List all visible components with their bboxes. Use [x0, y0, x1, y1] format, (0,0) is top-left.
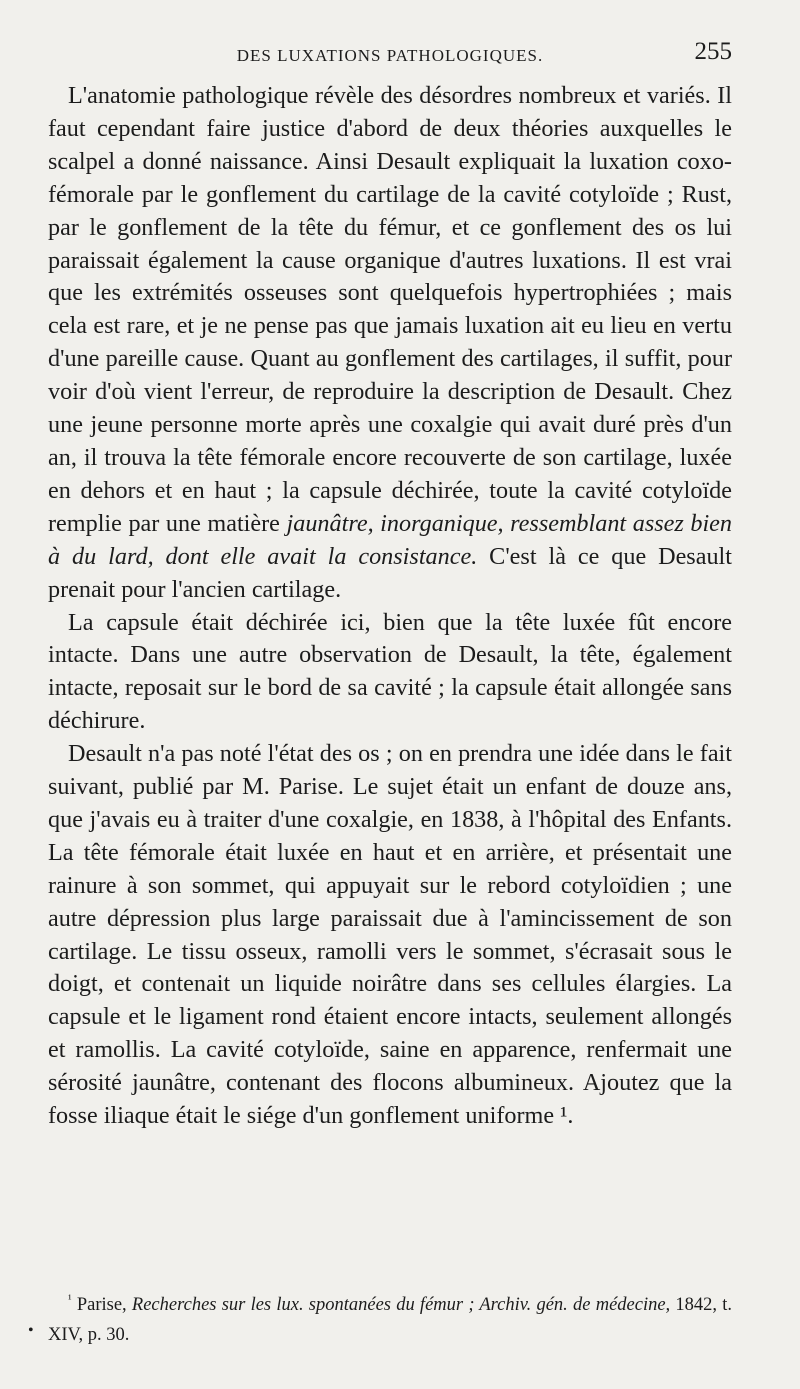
- text-run: 1842, t. XIV, p. 30.: [48, 1295, 733, 1345]
- text-run: Desault n'a pas noté l'état des os ; on en prendra une idée dans le fait suivant, publié par M. Parise. Le sujet était un enfant de douze ans, que j'avais eu à traiter d'une coxalgie, en 1838, à l'hôpital des Enfants. La tête fémorale était luxée en haut et en arrière, et présentait une rainure à son sommet, qui appuyait sur le rebord cotyloïdien ; une autre dépression plus large paraissait due à l'amincissement de son cartilage. Le tissu osseux, ramolli vers le sommet, s'écrasait sous le doigt, et contenait un liquide noirâtre dans ses cellules élargies. La capsule et le ligament rond étaient encore intacts, seulement allongés et ramollis. La cavité cotyloïde, saine en apparence, renfermait une sérosité jaunâtre, contenant des flocons albumineux. Ajoutez que la fosse iliaque était le siége d'un gonflement uniforme: [48, 740, 732, 1130]
- footnote: [48, 1290, 732, 1350]
- paragraph: [48, 607, 732, 739]
- paragraph: [48, 738, 732, 1133]
- text-run: La capsule était déchirée ici, bien que la tête luxée fût encore intacte. Dans une autre observation de Desault, la tête, également intacte, reposait sur le bord de sa cavité ; la capsule était allongée sans déchirure.: [48, 608, 732, 735]
- text-run: L'anatomie pathologique révèle des désordres nombreux et variés. Il faut cependant faire justice d'abord de deux théories auxquelles le scalpel a donné naissance. Ainsi Desault expliquait la luxation coxo-fémorale par le gonflement du cartilage de la cavité cotyloïde ; Rust, par le gonflement de la tête du fémur, et ce gonflement des os lui paraissait également la cause organique d'autres luxations. Il est vrai que les extrémités osseuses sont quelquefois hypertrophiées ; mais cela est rare, et je ne pense pas que jamais luxation ait eu lieu en vertu d'une pareille cause. Quant au gonflement des cartilages, il suffit, pour voir d'où vient l'erreur, de reproduire la description de Desault. Chez une jeune personne morte après une coxalgie qui avait duré près d'un an, il trouva la tête fémorale encore recouverte de son cartilage, luxée en dehors et en haut ; la capsule déchirée, toute la cavité cotyloïde remplie par une matière: [48, 82, 732, 537]
- margin-mark: •: [28, 1322, 34, 1339]
- text-run: ¹.: [554, 1102, 574, 1130]
- footnote-divider: [48, 1278, 218, 1279]
- page-header: [48, 38, 732, 78]
- paragraph: [48, 80, 732, 607]
- footnote-text: [48, 1295, 732, 1345]
- running-title: DES LUXATIONS PATHOLOGIQUES.: [236, 46, 544, 65]
- text-run: C'est là ce que Desault prenait pour l'ancien cartilage.: [48, 542, 732, 603]
- body-text: [48, 80, 732, 1133]
- footnote-marker: ¹: [68, 1291, 72, 1306]
- page-number: 255: [694, 38, 732, 65]
- italic-text: Recherches sur les lux. spontanées du fémur ; Archiv. gén. de médecine,: [131, 1295, 671, 1315]
- text-run: Parise,: [76, 1295, 132, 1315]
- italic-text: jaunâtre, inorganique, ressemblant assez bien à du lard, dont elle avait la consistance.: [48, 509, 733, 570]
